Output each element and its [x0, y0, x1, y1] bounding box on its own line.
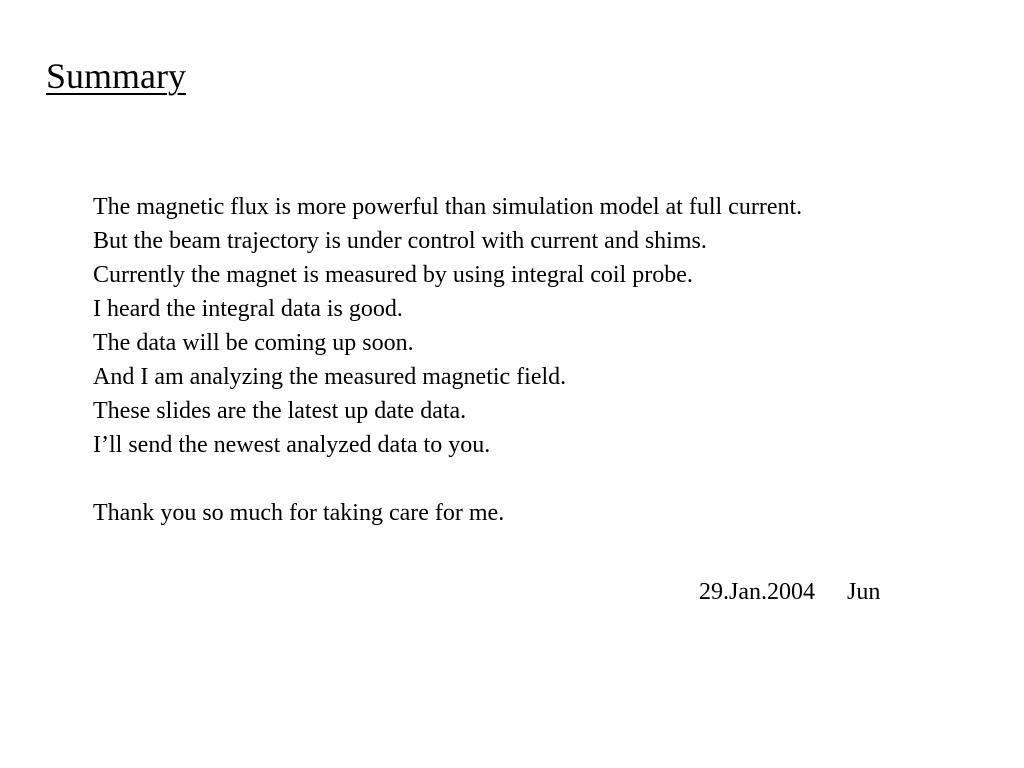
summary-line-1: The magnetic flux is more powerful than simulation model at full current. [93, 194, 803, 220]
summary-body [93, 190, 993, 530]
signature [699, 576, 880, 608]
summary-line-8: I’ll send the newest analyzed data to you. [93, 432, 491, 458]
summary-line-4: I heard the integral data is good. [93, 296, 403, 322]
summary-line-7: These slides are the latest up date data. [93, 398, 467, 424]
closing-line: Thank you so much for taking care for me. [93, 500, 505, 526]
slide-title: Summary [46, 56, 186, 96]
summary-line-6: And I am analyzing the measured magnetic field. [93, 364, 567, 390]
summary-line-2: But the beam trajectory is under control with current and shims. [93, 228, 707, 254]
paragraph-spacer [93, 462, 993, 496]
signature-date: 29.Jan.2004 [699, 579, 815, 605]
summary-line-3: Currently the magnet is measured by using integral coil probe. [93, 262, 693, 288]
summary-line-5: The data will be coming up soon. [93, 330, 414, 356]
signature-author: Jun [847, 579, 881, 605]
